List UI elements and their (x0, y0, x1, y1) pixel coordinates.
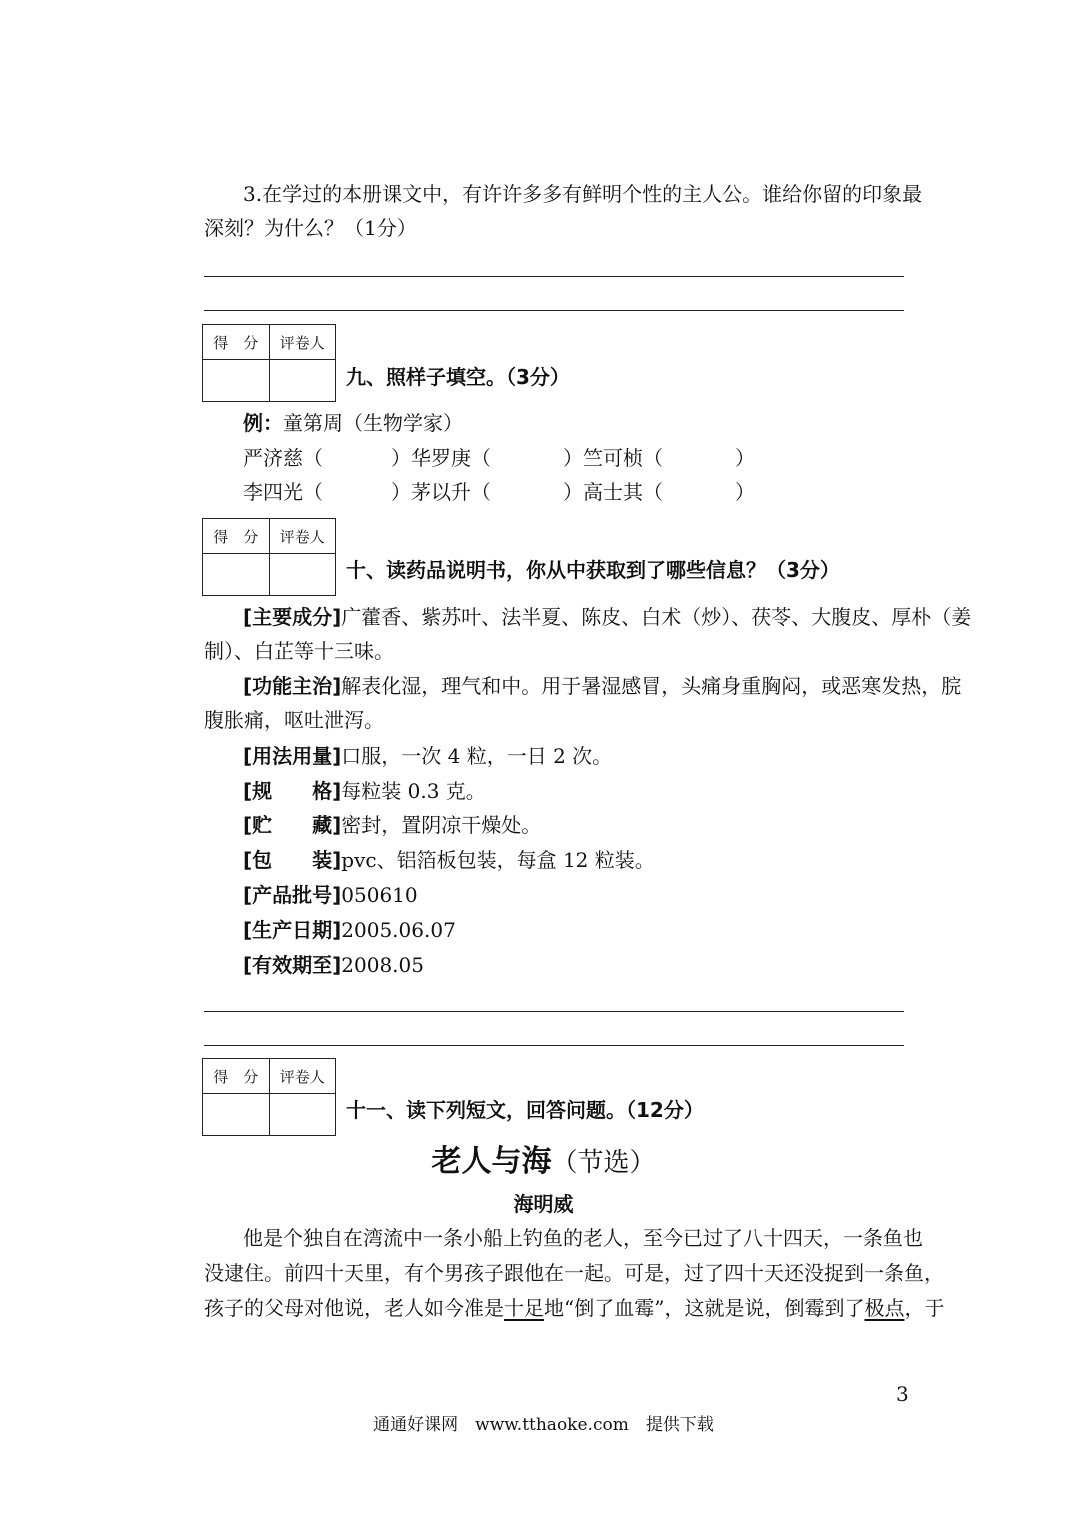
section-9-row-2: 李四光（ ）茅以升（ ）高士其（ ） (243, 480, 755, 504)
answer-line (204, 310, 904, 311)
grader-label: 评卷人 (269, 519, 335, 554)
article-paragraph-line: 没逮住。前四十天里，有个男孩子跟他在一起。可是，过了四十天还没捉到一条鱼， (204, 1261, 944, 1285)
section-9-row-1: 严济慈（ ）华罗庚（ ）竺可桢（ ） (243, 446, 755, 470)
med-item-storage: [贮 藏]密封，置阴凉干燥处。 (243, 813, 542, 837)
score-cell[interactable] (203, 554, 270, 596)
med-item-package: [包 装]pvc、铝箔板包装，每盒 12 粒装。 (243, 848, 655, 872)
grader-cell[interactable] (269, 554, 335, 596)
med-item-indications-cont: 腹胀痛，呕吐泄泻。 (204, 708, 384, 732)
score-label: 得 分 (203, 1059, 270, 1094)
underlined-word: 极点 (864, 1296, 905, 1320)
footer-text: 通通好课网 www.tthaoke.com 提供下载 (373, 1415, 714, 1435)
section-11-title: 十一、读下列短文，回答问题。（12分） (346, 1098, 704, 1122)
score-box (202, 518, 336, 596)
med-item-ingredients: [主要成分]广藿香、紫苏叶、法半夏、陈皮、白术（炒）、茯苓、大腹皮、厚朴（姜 (243, 605, 972, 629)
article-paragraph-line: 他是个独自在湾流中一条小船上钓鱼的老人，至今已过了八十四天，一条鱼也 (243, 1226, 923, 1250)
section-9-title: 九、照样子填空。（3分） (346, 365, 570, 389)
med-item-indications: [功能主治]解表化湿，理气和中。用于暑湿感冒，头痛身重胸闷，或恶寒发热，脘 (243, 674, 962, 698)
grader-label: 评卷人 (269, 1059, 335, 1094)
answer-line (204, 276, 904, 277)
med-item-spec: [规 格]每粒装 0.3 克。 (243, 779, 486, 803)
answer-line (204, 1045, 904, 1046)
article-title (0, 1142, 1087, 1183)
section-9-example (243, 407, 463, 439)
page-number: 3 (896, 1382, 909, 1406)
example-label: 例： (243, 411, 283, 435)
score-label: 得 分 (203, 325, 270, 360)
grader-cell[interactable] (269, 360, 335, 402)
example-text: 童第周（生物学家） (283, 411, 463, 435)
grader-label: 评卷人 (269, 325, 335, 360)
score-cell[interactable] (203, 360, 270, 402)
blank-prefix: 严济慈（ (243, 446, 323, 470)
article-author: 海明威 (513, 1192, 574, 1216)
med-item-dosage: [用法用量]口服，一次 4 粒，一日 2 次。 (243, 744, 613, 768)
article-title-sub: （节选） (551, 1148, 656, 1178)
med-item-production-date: [生产日期]2005.06.07 (243, 918, 456, 942)
score-label: 得 分 (203, 519, 270, 554)
article-paragraph-line: 孩子的父母对他说，老人如今准是十足地“倒了血霉”，这就是说，倒霉到了极点，于 (204, 1296, 945, 1320)
blank-prefix: 李四光（ (243, 480, 323, 504)
score-cell[interactable] (203, 1094, 270, 1136)
med-item-ingredients-cont: 制）、白芷等十三味。 (204, 639, 394, 663)
med-item-expiry: [有效期至]2008.05 (243, 953, 424, 977)
score-box (202, 1058, 336, 1136)
grader-cell[interactable] (269, 1094, 335, 1136)
underlined-word: 十足 (504, 1296, 544, 1320)
question-8-3-line1: 3.在学过的本册课文中，有许许多多有鲜明个性的主人公。谁给你留的印象最 (243, 182, 923, 206)
article-title-main: 老人与海 (431, 1144, 552, 1179)
question-8-3-line2: 深刻？为什么？（1分） (204, 216, 417, 240)
answer-line (204, 1011, 904, 1012)
score-box (202, 324, 336, 402)
section-10-title: 十、读药品说明书，你从中获取到了哪些信息？（3分） (346, 558, 840, 582)
med-item-batch: [产品批号]050610 (243, 883, 418, 907)
